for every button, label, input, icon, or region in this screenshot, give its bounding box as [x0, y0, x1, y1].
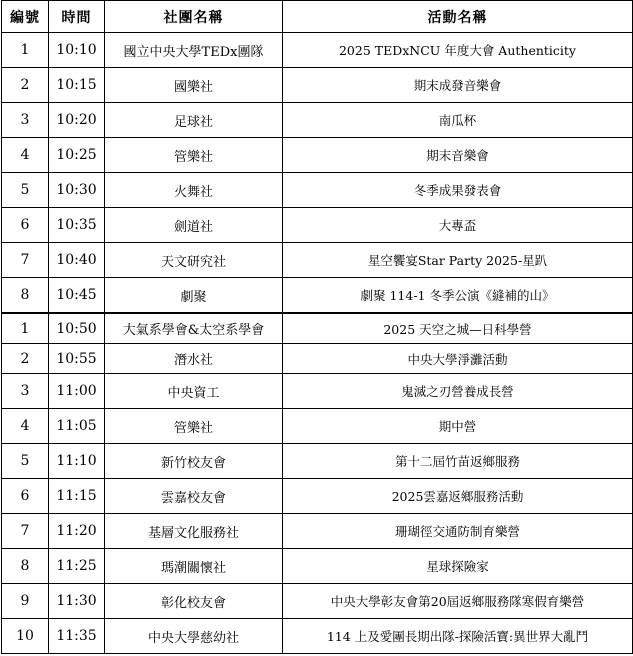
table-row: [2, 173, 633, 208]
row-number: 4: [2, 409, 49, 444]
row-number: 1: [2, 313, 49, 344]
row-activity-name: 劇聚 114-1 冬季公演《縫補的山》: [283, 278, 633, 314]
row-time: 10:35: [49, 208, 105, 243]
row-number: 7: [2, 243, 49, 278]
table-row: [2, 243, 633, 278]
row-activity-name: 星球探險家: [283, 549, 633, 584]
table-row: [2, 208, 633, 243]
header-time: 時間: [49, 1, 105, 33]
row-activity-name: 冬季成果發表會: [283, 173, 633, 208]
table-row: [2, 619, 633, 654]
row-number: 9: [2, 584, 49, 619]
row-club-name: 新竹校友會: [105, 444, 283, 479]
table-row: [2, 344, 633, 374]
table-row: [2, 374, 633, 409]
row-activity-name: 星空饗宴Star Party 2025-星趴: [283, 243, 633, 278]
row-activity-name: 期中營: [283, 409, 633, 444]
row-club-name: 彰化校友會: [105, 584, 283, 619]
row-time: 10:20: [49, 103, 105, 138]
row-club-name: 劍道社: [105, 208, 283, 243]
row-club-name: 天文研究社: [105, 243, 283, 278]
row-time: 11:25: [49, 549, 105, 584]
row-club-name: 中央大學慈幼社: [105, 619, 283, 654]
table-row: [2, 103, 633, 138]
row-time: 10:30: [49, 173, 105, 208]
table-row: [2, 409, 633, 444]
row-time: 11:00: [49, 374, 105, 409]
row-number: 8: [2, 549, 49, 584]
row-time: 11:05: [49, 409, 105, 444]
row-time: 10:50: [49, 313, 105, 344]
row-club-name: 劇聚: [105, 278, 283, 314]
row-activity-name: 2025 天空之城—日科學營: [283, 313, 633, 344]
table-row: [2, 138, 633, 173]
row-number: 6: [2, 479, 49, 514]
row-activity-name: 南瓜杯: [283, 103, 633, 138]
row-time: 10:40: [49, 243, 105, 278]
row-club-name: 管樂社: [105, 409, 283, 444]
table-row: [2, 68, 633, 103]
header-row: [2, 1, 633, 33]
row-number: 6: [2, 208, 49, 243]
row-club-name: 中央資工: [105, 374, 283, 409]
row-number: 5: [2, 444, 49, 479]
row-club-name: 潛水社: [105, 344, 283, 374]
row-number: 3: [2, 103, 49, 138]
row-number: 1: [2, 33, 49, 68]
row-time: 10:10: [49, 33, 105, 68]
row-number: 2: [2, 344, 49, 374]
row-activity-name: 大專盃: [283, 208, 633, 243]
row-activity-name: 114 上及愛團長期出隊-探險活寶:異世界大亂鬥: [283, 619, 633, 654]
row-activity-name: 鬼滅之刃營養成長營: [283, 374, 633, 409]
row-club-name: 火舞社: [105, 173, 283, 208]
row-activity-name: 中央大學彰友會第20屆返鄉服務隊寒假育樂營: [283, 584, 633, 619]
table-row: [2, 444, 633, 479]
row-activity-name: 第十二屆竹苗返鄉服務: [283, 444, 633, 479]
schedule-table: [1, 0, 633, 654]
row-club-name: 雲嘉校友會: [105, 479, 283, 514]
row-activity-name: 期末音樂會: [283, 138, 633, 173]
table-row: [2, 33, 633, 68]
row-activity-name: 中央大學淨灘活動: [283, 344, 633, 374]
table-row: [2, 514, 633, 549]
table-row: [2, 313, 633, 344]
row-club-name: 大氣系學會&太空系學會: [105, 313, 283, 344]
header-club-name: 社團名稱: [105, 1, 283, 33]
table-row: [2, 479, 633, 514]
row-club-name: 足球社: [105, 103, 283, 138]
row-club-name: 國樂社: [105, 68, 283, 103]
row-number: 7: [2, 514, 49, 549]
row-time: 11:10: [49, 444, 105, 479]
table-row: [2, 278, 633, 314]
row-club-name: 瑪潮關懷社: [105, 549, 283, 584]
header-activity-name: 活動名稱: [283, 1, 633, 33]
row-time: 10:15: [49, 68, 105, 103]
table-row: [2, 584, 633, 619]
row-activity-name: 2025雲嘉返鄉服務活動: [283, 479, 633, 514]
row-time: 10:25: [49, 138, 105, 173]
row-time: 10:45: [49, 278, 105, 314]
table-row: [2, 549, 633, 584]
row-time: 11:35: [49, 619, 105, 654]
row-time: 10:55: [49, 344, 105, 374]
row-activity-name: 珊瑚徑交通防制育樂營: [283, 514, 633, 549]
row-time: 11:30: [49, 584, 105, 619]
row-activity-name: 期末成發音樂會: [283, 68, 633, 103]
row-time: 11:15: [49, 479, 105, 514]
row-time: 11:20: [49, 514, 105, 549]
row-club-name: 國立中央大學TEDx團隊: [105, 33, 283, 68]
row-activity-name: 2025 TEDxNCU 年度大會 Authenticity: [283, 33, 633, 68]
row-club-name: 基層文化服務社: [105, 514, 283, 549]
row-number: 4: [2, 138, 49, 173]
row-number: 5: [2, 173, 49, 208]
row-number: 8: [2, 278, 49, 314]
header-number: 編號: [2, 1, 49, 33]
row-number: 10: [2, 619, 49, 654]
row-number: 2: [2, 68, 49, 103]
row-number: 3: [2, 374, 49, 409]
row-club-name: 管樂社: [105, 138, 283, 173]
